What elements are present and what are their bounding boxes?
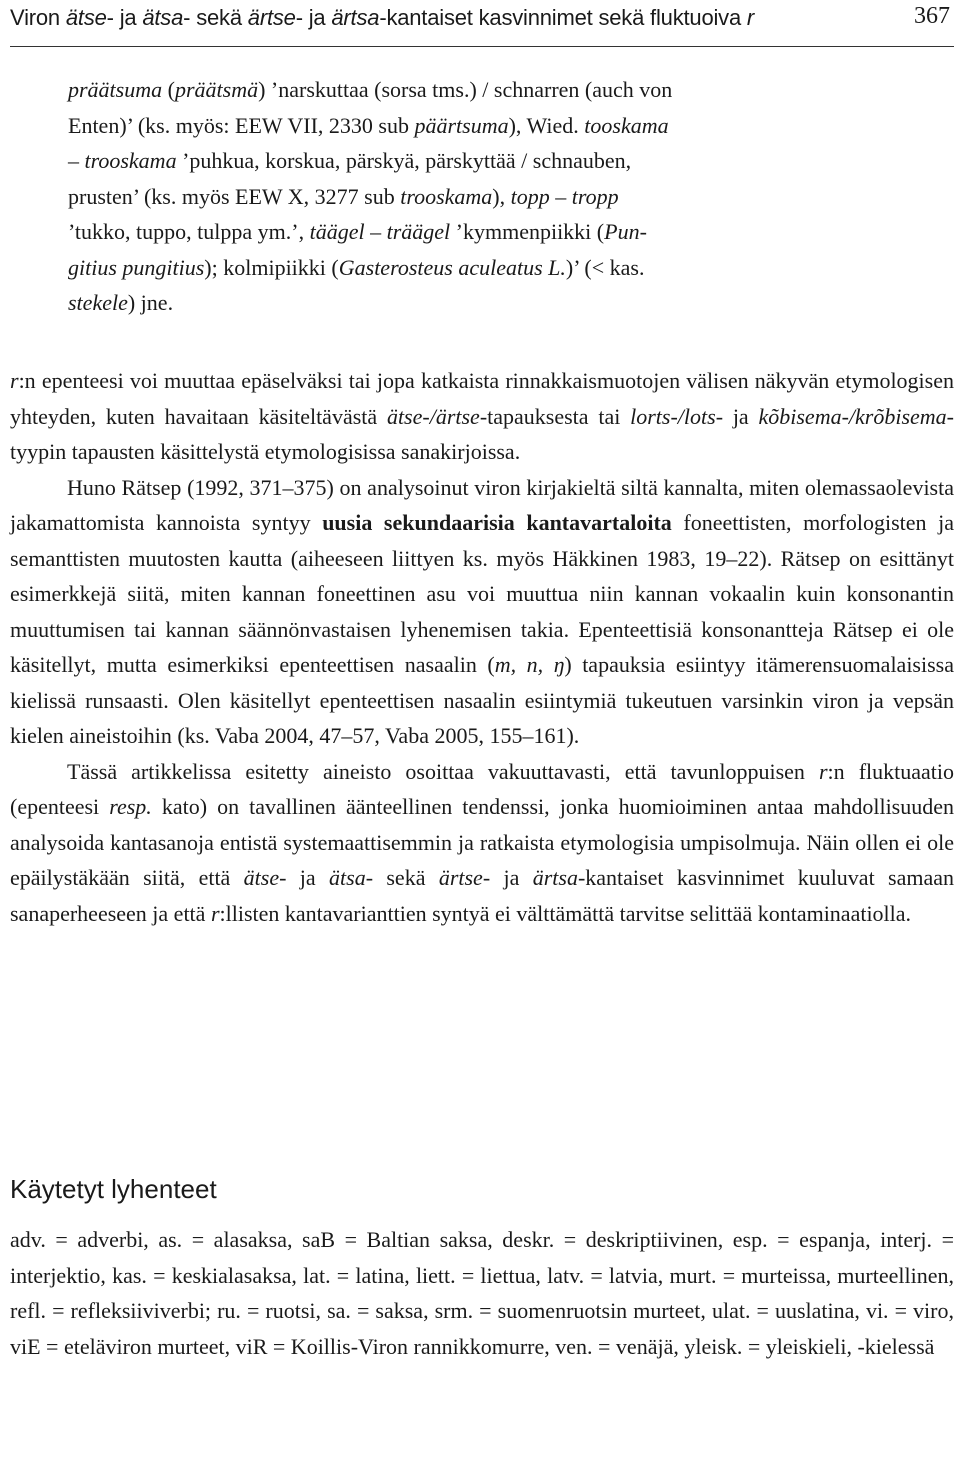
running-title-text: ätsa	[142, 5, 184, 30]
paragraph	[10, 363, 954, 470]
entry-text: gitius pungitius	[68, 254, 205, 280]
paragraph-text: ärtsa	[532, 865, 578, 890]
entry-line	[68, 143, 888, 179]
paragraph-text: lorts-/lots-	[630, 403, 724, 429]
paragraph	[10, 470, 954, 754]
paragraph-text: resp.	[109, 794, 152, 819]
entry-text: topp – tropp	[510, 183, 619, 209]
entry-text: präätsuma	[68, 77, 163, 102]
entry-text: ’kymmenpiikki (	[450, 219, 605, 244]
entry-line	[68, 250, 888, 286]
paragraph-text: ja	[723, 403, 759, 429]
entry-text: präätsmä	[174, 77, 259, 102]
paragraph-text: -tapauksesta tai	[479, 403, 631, 429]
running-title-text: Viron	[10, 5, 66, 30]
running-title-text: -kantaiset kasvinnimet sekä fluktuoiva	[379, 5, 747, 30]
entry-text: – trooskama	[68, 148, 177, 173]
paragraph-text: - sekä	[365, 865, 439, 890]
paragraph-text: - ja	[279, 865, 330, 890]
paragraph-text: - ja	[482, 865, 533, 890]
entry-text: päärtsuma	[414, 112, 509, 138]
paragraph-text: ätsa	[329, 865, 366, 890]
entry-line	[68, 108, 888, 144]
entry-text: prusten’ (ks. myös EEW X, 3277 sub	[68, 183, 401, 209]
running-title-text: - sekä	[183, 5, 248, 30]
paragraph-text: kato) on tavallinen äänteellinen tendenssi, jonka huomioiminen antaa mahdollisuuden analysoida kantasanoja entistä systemaattisemmin ja ratkaista etymologisia umpisolmuja. Näin ollen ei ole epäilystäkään siitä, että	[10, 794, 955, 890]
entry-text: stekele	[68, 290, 128, 315]
running-title-text: - ja	[295, 5, 332, 30]
paragraph-text: foneettisten, morfologisten ja semanttisten muutosten kautta (aiheeseen liittyen ks. myös Häkkinen 1983, 19–22). Rätsep on esittänyt esimerkkejä siitä, miten kannan foneettinen asu voi muuttua niin kannan vokaalin kuin konsonantin muuttumisen tai kannan säännönvastaisen lyhenemisen takia. Epenteettisiä konsonantteja Rätsep ei ole käsitellyt, mutta esimerkiksi epenteettisen nasaalin (	[10, 510, 954, 677]
entry-text: Gasterosteus aculeatus L.	[338, 254, 566, 280]
paragraph	[10, 754, 954, 932]
entry-text: täägel – träägel	[309, 219, 451, 244]
entry-text: ), Wied.	[508, 112, 585, 138]
paragraph-text: r	[210, 900, 220, 926]
paragraph-text: :n epenteesi voi muuttaa epäselväksi tai jopa katkaista rinnakkaismuotojen välisen näkyvän etymologisen yhteyden, kuten havaitaan käsiteltävästä	[10, 368, 954, 429]
dictionary-entry	[68, 72, 888, 321]
entry-line	[68, 72, 888, 108]
running-title-text: ärtse	[247, 5, 296, 30]
paragraph-text: :n fluktuaatio (epenteesi	[10, 758, 955, 819]
entry-text: ’puhkua, korskua, pärskyä, pärskyttää / schnauben,	[176, 148, 632, 173]
running-title	[10, 5, 754, 31]
entry-text: tooskama	[584, 112, 669, 138]
paragraph-text: r	[818, 758, 828, 784]
entry-line	[68, 214, 888, 250]
paragraph-text: -tyypin tapausten käsittelystä etymologisissa sanakirjoissa.	[10, 403, 954, 464]
entry-text: ) jne.	[127, 290, 174, 315]
paragraph-text: ) tapauksia esiintyy itämerensuomalaisissa kielissä runsaasti. Olen käsitellyt epenteettisen nasaalin esiintymiä tukeutuen varsinkin viron ja vepsän kielen aineistoihin (ks. Vaba 2004, 47–57, Vaba 2005, 155–161).	[10, 652, 954, 748]
paragraph-text: Huno Rätsep (1992, 371–375) on analysoinut viron kirjakieltä siltä kannalta, miten olemassaolevista jakamattomista kannoista syntyy	[10, 474, 954, 535]
entry-text: Pun-	[604, 219, 647, 244]
entry-text: ) ’narskuttaa (sorsa tms.) / schnarren (auch von	[258, 77, 673, 102]
entry-text: ’tukko, tuppo, tulppa ym.’,	[68, 219, 310, 244]
paragraph-text: ätse-/ärtse	[386, 403, 480, 429]
paragraph-text: r	[10, 368, 19, 393]
running-header	[10, 0, 954, 47]
paragraph-text: ätse	[243, 865, 280, 890]
entry-text: (	[162, 77, 175, 102]
running-title-text: ärtsa	[331, 5, 380, 30]
main-text	[10, 363, 954, 931]
entry-line	[68, 179, 888, 215]
running-title-text: r	[746, 5, 755, 30]
running-title-text: - ja	[106, 5, 143, 30]
paragraph-text: ärtse	[438, 865, 483, 890]
entry-text: ); kolmipiikki (	[204, 254, 339, 280]
entry-text: Enten)’ (ks. myös: EEW VII, 2330 sub	[68, 112, 415, 138]
running-title-text: ätse	[65, 5, 107, 30]
section-heading: Käytetyt lyhenteet	[10, 1174, 217, 1204]
paragraph-text: Tässä artikkelissa esitetty aineisto osoittaa vakuuttavasti, että tavunloppuisen	[67, 758, 819, 784]
entry-text: ),	[492, 183, 511, 209]
page-number: 367	[914, 3, 950, 29]
paragraph-text: m, n, ŋ	[494, 652, 565, 677]
abbreviations-list: adv. = adverbi, as. = alasaksa, saB = Baltian saksa, deskr. = deskriptiivinen, esp. = espanja, interj. = interjektio, kas. = keskialasaksa, lat. = latina, liett. = liettua, latv. = latvia, murt. = murteissa, murteellinen, refl. = refleksiiviverbi; ru. = ruotsi, sa. = saksa, srm. = suomenruotsin murteet, ulat. = uuslatina, vi. = viro, viE = eteläviron murteet, viR = Koillis-Viron rannikkomurre, ven. = venäjä, yleisk. = yleiskieli, -kielessä	[10, 1227, 954, 1359]
emphasis-text: uusia sekundaarisia kantavartaloita	[322, 510, 672, 535]
entry-line	[68, 285, 888, 321]
paragraph-text: :llisten kantavarianttien syntyä ei välttämättä tarvitse selittää kontaminaatiolla.	[219, 900, 912, 926]
paragraph-text: -kantaiset kasvinnimet kuuluvat samaan sanaperheeseen ja että	[10, 865, 954, 926]
entry-text: )’ (< kas.	[565, 254, 645, 280]
entry-text: trooskama	[400, 183, 493, 209]
paragraph-text: kõbisema-/krõbisema	[758, 403, 947, 429]
